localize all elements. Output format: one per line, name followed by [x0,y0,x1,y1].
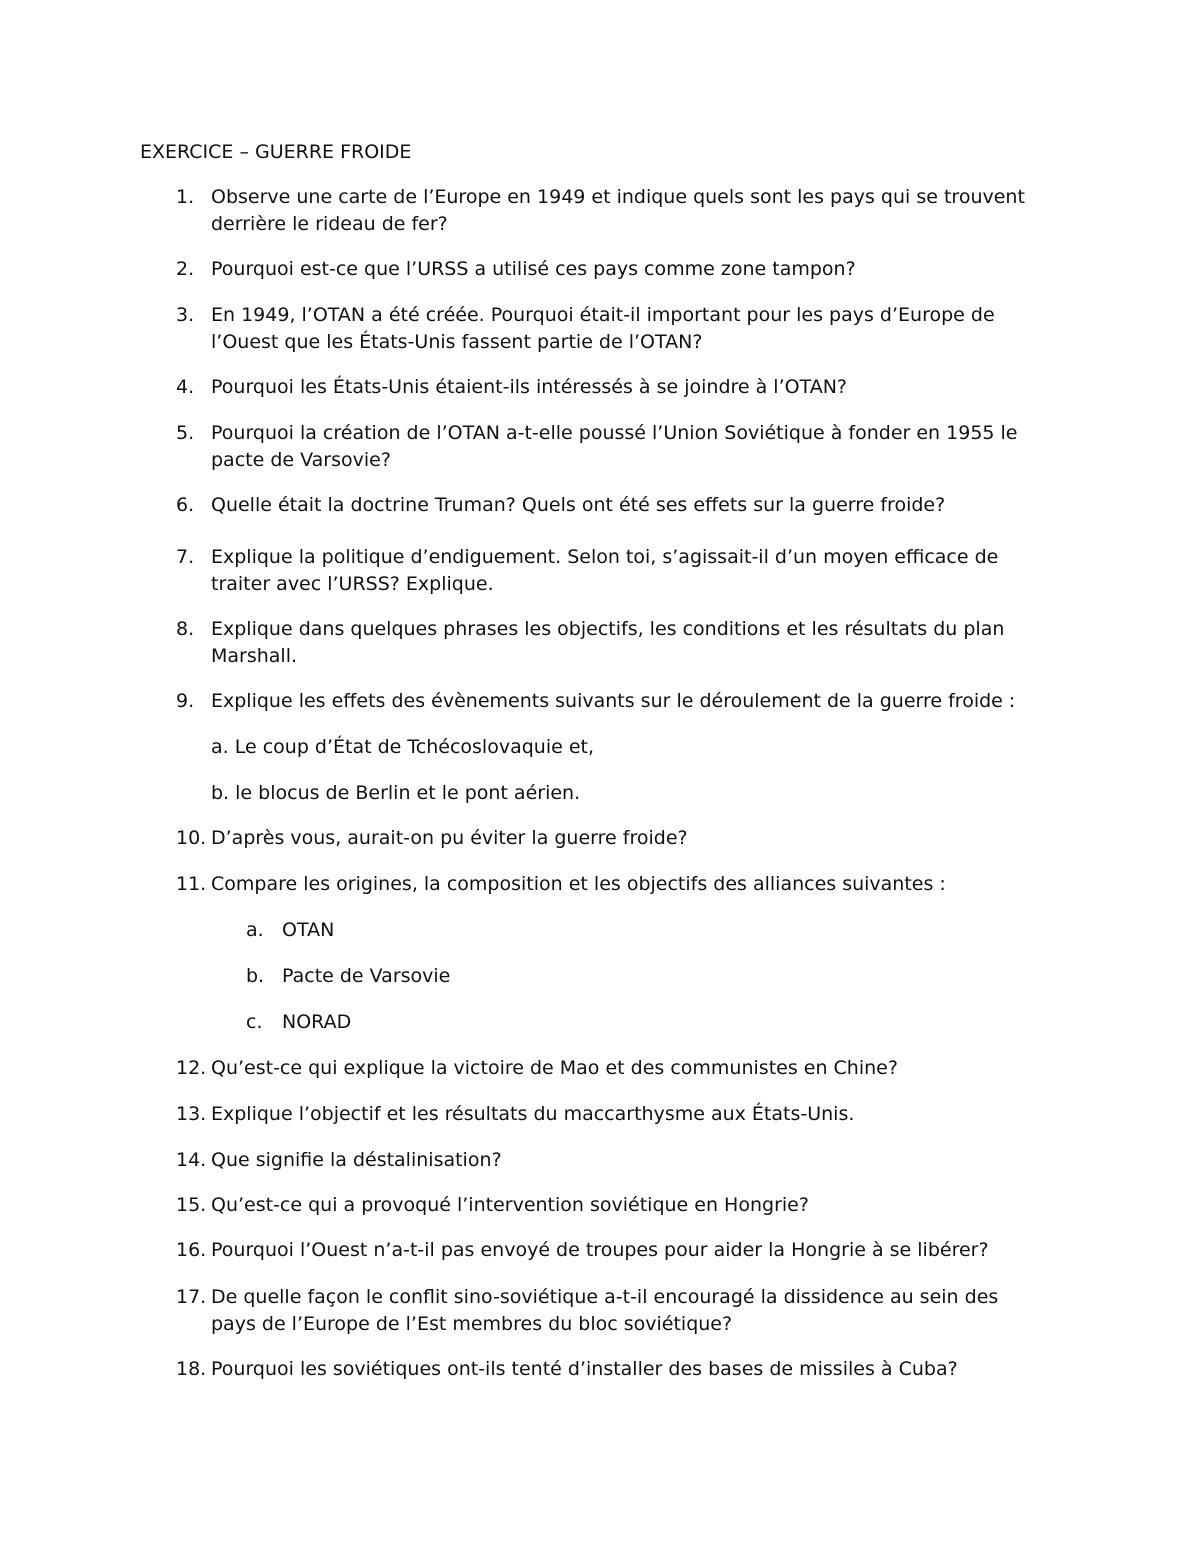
question-text: Explique dans quelques phrases les objectifs, les conditions et les résultats du plan Marshall. [211,618,1005,667]
question-text: Qu’est-ce qui explique la victoire de Mao et des communistes en Chine? [211,1057,898,1079]
question-number: 8. [176,618,195,640]
question-number: 10. [176,827,207,849]
question-number: 15. [176,1194,207,1216]
list-text: Pacte de Varsovie [282,965,451,987]
question-number: 12. [176,1057,207,1079]
question-number: 14. [176,1149,207,1171]
question-text: Observe une carte de l’Europe en 1949 et indique quels sont les pays qui se trouvent derrière le rideau de fer? [211,186,1025,235]
question-text: Pourquoi l’Ouest n’a-t-il pas envoyé de troupes pour aider la Hongrie à se libérer? [211,1239,989,1261]
question-text: Explique la politique d’endiguement. Selon toi, s’agissait-il d’un moyen efficace de traiter avec l’URSS? Explique. [211,546,999,595]
q9-item: b. le blocus de Berlin et le pont aérien. [211,782,581,804]
question-number: 1. [176,186,195,208]
question-text: En 1949, l’OTAN a été créée. Pourquoi était-il important pour les pays d’Europe de l’Ouest que les États-Unis fassent partie de l’OTAN? [211,304,995,353]
question-text: Que signifie la déstalinisation? [211,1149,502,1171]
question-number: 11. [176,873,207,895]
question-text: Quelle était la doctrine Truman? Quels ont été ses effets sur la guerre froide? [211,494,946,516]
page-title: EXERCICE – GUERRE FROIDE [140,141,412,163]
list-text: OTAN [282,919,335,941]
question-number: 6. [176,494,195,516]
question-number: 16. [176,1239,207,1261]
question-text: Qu’est-ce qui a provoqué l’intervention soviétique en Hongrie? [211,1194,809,1216]
question-text: Compare les origines, la composition et les objectifs des alliances suivantes : [211,873,946,895]
question-text: Explique l’objectif et les résultats du maccarthysme aux États-Unis. [211,1103,855,1125]
question-text: D’après vous, aurait-on pu éviter la guerre froide? [211,827,688,849]
question-number: 13. [176,1103,207,1125]
question-number: 17. [176,1286,207,1308]
list-letter: c. [246,1011,263,1033]
question-text: Pourquoi les États-Unis étaient-ils intéressés à se joindre à l’OTAN? [211,376,848,398]
question-number: 4. [176,376,195,398]
question-number: 3. [176,304,195,326]
question-text: Explique les effets des évènements suivants sur le déroulement de la guerre froide : [211,690,1016,712]
list-text: NORAD [282,1011,352,1033]
question-text: Pourquoi est-ce que l’URSS a utilisé ces pays comme zone tampon? [211,258,856,280]
question-text: Pourquoi la création de l’OTAN a-t-elle poussé l’Union Soviétique à fonder en 1955 le pacte de Varsovie? [211,422,1018,471]
list-letter: b. [246,965,265,987]
question-text: Pourquoi les soviétiques ont-ils tenté d’installer des bases de missiles à Cuba? [211,1358,958,1380]
question-number: 2. [176,258,195,280]
question-number: 7. [176,546,195,568]
question-number: 5. [176,422,195,444]
q9-item: a. Le coup d’État de Tchécoslovaquie et, [211,736,595,758]
list-letter: a. [246,919,264,941]
question-text: De quelle façon le conflit sino-soviétique a-t-il encouragé la dissidence au sein des pays de l’Europe de l’Est membres du bloc soviétique? [211,1286,999,1335]
question-number: 9. [176,690,195,712]
question-number: 18. [176,1358,207,1380]
